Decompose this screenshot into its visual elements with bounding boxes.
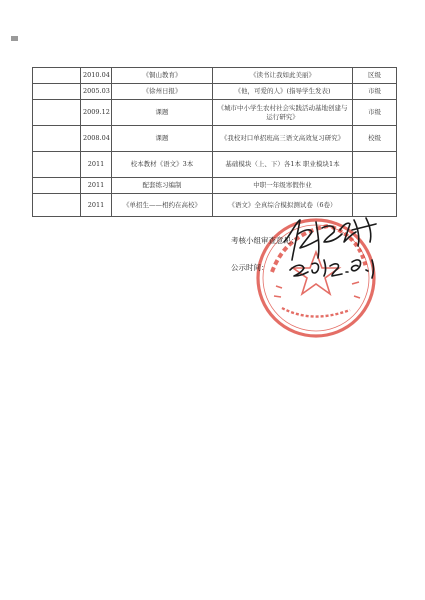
date-cell: 2008.04 [81, 126, 112, 152]
table-row [33, 68, 397, 84]
table-row [33, 84, 397, 100]
table-row [33, 126, 397, 152]
table-cell-empty [33, 152, 81, 178]
table-row [33, 152, 397, 178]
date-cell: 2009.12 [81, 100, 112, 126]
achievement-table [32, 67, 397, 217]
table-cell-empty [33, 194, 81, 217]
title-cell: 中职一年级寒假作业 [213, 178, 353, 194]
table-cell-empty [33, 100, 81, 126]
date-cell: 2011 [81, 178, 112, 194]
publication-cell: 校本教材《语文》3本 [112, 152, 213, 178]
table-cell-empty [33, 68, 81, 84]
title-cell: 《读书让我如此美丽》 [213, 68, 353, 84]
table-cell-empty [33, 84, 81, 100]
publicity-date-label: 公示时间： [231, 263, 269, 272]
publication-cell: 《铜山教育》 [112, 68, 213, 84]
publication-cell: 《单招生——相约在高校》 [112, 194, 213, 217]
table-cell-empty [33, 178, 81, 194]
date-cell: 2011 [81, 152, 112, 178]
date-cell: 2005.03 [81, 84, 112, 100]
level-cell [353, 152, 397, 178]
date-cell: 2010.04 [81, 68, 112, 84]
table-row [33, 178, 397, 194]
level-cell: 市级 [353, 84, 397, 100]
publication-cell: 课题 [112, 100, 213, 126]
handwritten-signature [282, 212, 382, 284]
title-cell: 《城市中小学生农村社会实践活动基地创建与运行研究》 [213, 100, 353, 126]
title-cell: 《语文》全真综合模拟测试卷（6卷） [213, 194, 353, 217]
reviewer-opinion-label: 考核小组审查意见： [231, 236, 299, 245]
date-cell: 2011 [81, 194, 112, 217]
level-cell: 市级 [353, 100, 397, 126]
publication-cell: 课题 [112, 126, 213, 152]
level-cell: 区级 [353, 68, 397, 84]
level-cell [353, 178, 397, 194]
scan-mark [11, 36, 18, 41]
level-cell: 校级 [353, 126, 397, 152]
title-cell: 《我校对口单招班高三语文高效复习研究》 [213, 126, 353, 152]
title-cell: 基础模块（上、下）各1本 职业模块1本 [213, 152, 353, 178]
title-cell: 《他，可爱的人》(指导学生发表) [213, 84, 353, 100]
table-cell-empty [33, 126, 81, 152]
publication-cell: 《徐州日报》 [112, 84, 213, 100]
table-row [33, 100, 397, 126]
publication-cell: 配套练习编制 [112, 178, 213, 194]
